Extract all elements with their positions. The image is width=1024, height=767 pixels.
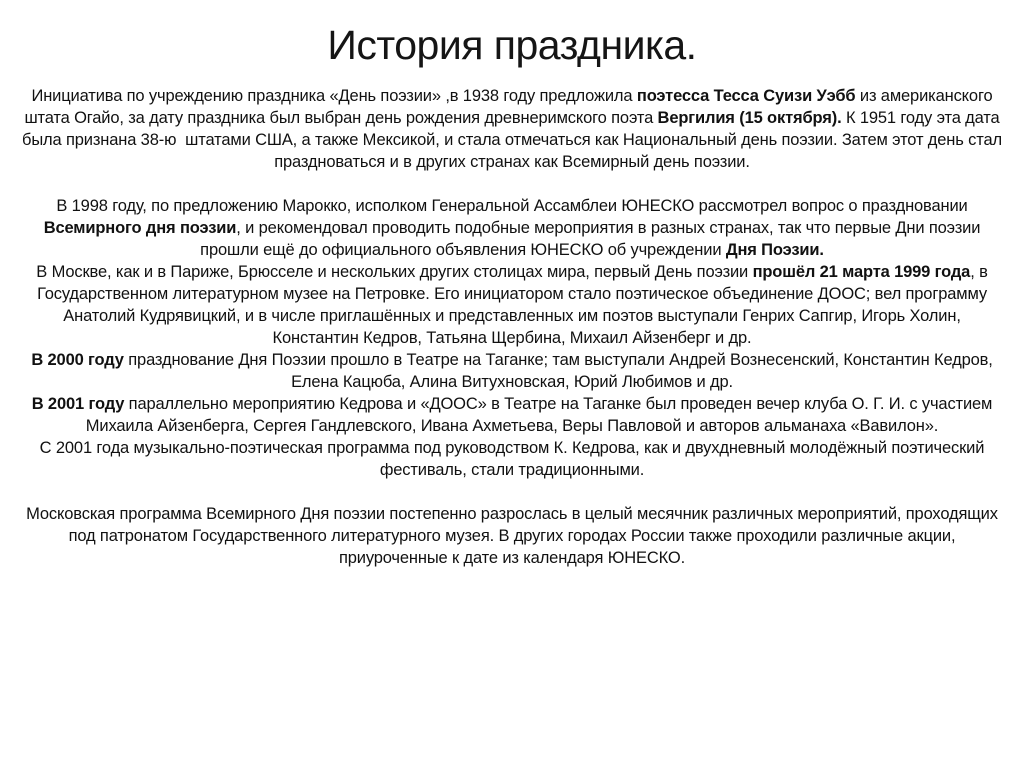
text-segment: , в Государственном литературном музее на Петровке. Его инициатором стало поэтическое объединение ДООС; вел программу Анатолий Кудрявицкий, и в числе приглашённых и представленных им поэтов выступали Генрих Сапгир, Игорь Холин, Константин Кедров, Татьяна Щербина, Михаил Айзенберг и др. bbox=[37, 263, 993, 348]
bold-text-segment: прошёл 21 марта 1999 года bbox=[752, 263, 971, 282]
bold-text-segment: поэтесса Тесса Суизи Уэбб bbox=[636, 87, 856, 106]
bold-text-segment: В 2000 году bbox=[31, 351, 124, 370]
paragraph-unesco-1998 bbox=[18, 195, 1006, 261]
bold-text-segment: Дня Поэзии. bbox=[725, 241, 824, 260]
bold-text-segment: Всемирного дня поэзии bbox=[43, 219, 237, 238]
text-segment: К 1951 году эта дата была признана 38-ю штатами США, а также Мексикой, и стала отмечаться как Национальный день поэзии. Затем этот день стал праздноваться и в других странах как Всемирный день поэзии. bbox=[22, 109, 1007, 172]
paragraph-moscow-1999 bbox=[18, 261, 1006, 349]
slide-title: История праздника. bbox=[327, 22, 697, 68]
text-segment: С 2001 года музыкально-поэтическая программа под руководством К. Кедрова, как и двухдневный молодёжный поэтический фестиваль, стали традиционными. bbox=[39, 439, 989, 480]
text-segment: , и рекомендовал проводить подобные мероприятия в разных странах, так что первые Дни поэзии прошли ещё до официального объявления ЮНЕСКО об учреждении bbox=[200, 219, 985, 260]
paragraph-ogi-2001 bbox=[18, 393, 1006, 437]
paragraph-origin-1938 bbox=[18, 85, 1006, 173]
slide-body bbox=[0, 85, 1024, 569]
text-segment: из американского штата Огайо, за дату праздника был выбран день рождения древнеримского поэта bbox=[24, 87, 997, 128]
paragraph-taganka-2000 bbox=[18, 349, 1006, 393]
text-segment: Московская программа Всемирного Дня поэзии постепенно разрослась в целый месячник различных мероприятий, проходящих под патронатом Государственного литературного музея. В других городах России также проходили различные акции, приуроченные к дате из календаря ЮНЕСКО. bbox=[26, 505, 1003, 568]
text-segment: празднование Дня Поэзии прошло в Театре на Таганке; там выступали Андрей Вознесенский, Константин Кедров, Елена Кацюба, Алина Витухновская, Юрий Любимов и др. bbox=[123, 351, 998, 392]
bold-text-segment: Вергилия (15 октября). bbox=[657, 109, 842, 128]
paragraph-tradition-2001 bbox=[18, 437, 1006, 481]
text-segment: параллельно мероприятию Кедрова и «ДООС» в Театре на Таганке был проведен вечер клуба О. Г. И. с участием Михаила Айзенберга, Сергея Гандлевского, Ивана Ахметьева, Веры Павловой и авторов альманаха «Вавилон». bbox=[85, 395, 997, 436]
text-segment: В Москве, как и в Париже, Брюсселе и нескольких других столицах мира, первый День поэзии bbox=[36, 263, 753, 282]
text-segment: В 1998 году, по предложению Марокко, исполком Генеральной Ассамблеи ЮНЕСКО рассмотрел вопрос о праздновании bbox=[56, 197, 973, 216]
bold-text-segment: В 2001 году bbox=[31, 395, 125, 414]
text-segment: Инициатива по учреждению праздника «День поэзии» ,в 1938 году предложила bbox=[31, 87, 637, 106]
paragraph-moscow-program bbox=[18, 503, 1006, 569]
